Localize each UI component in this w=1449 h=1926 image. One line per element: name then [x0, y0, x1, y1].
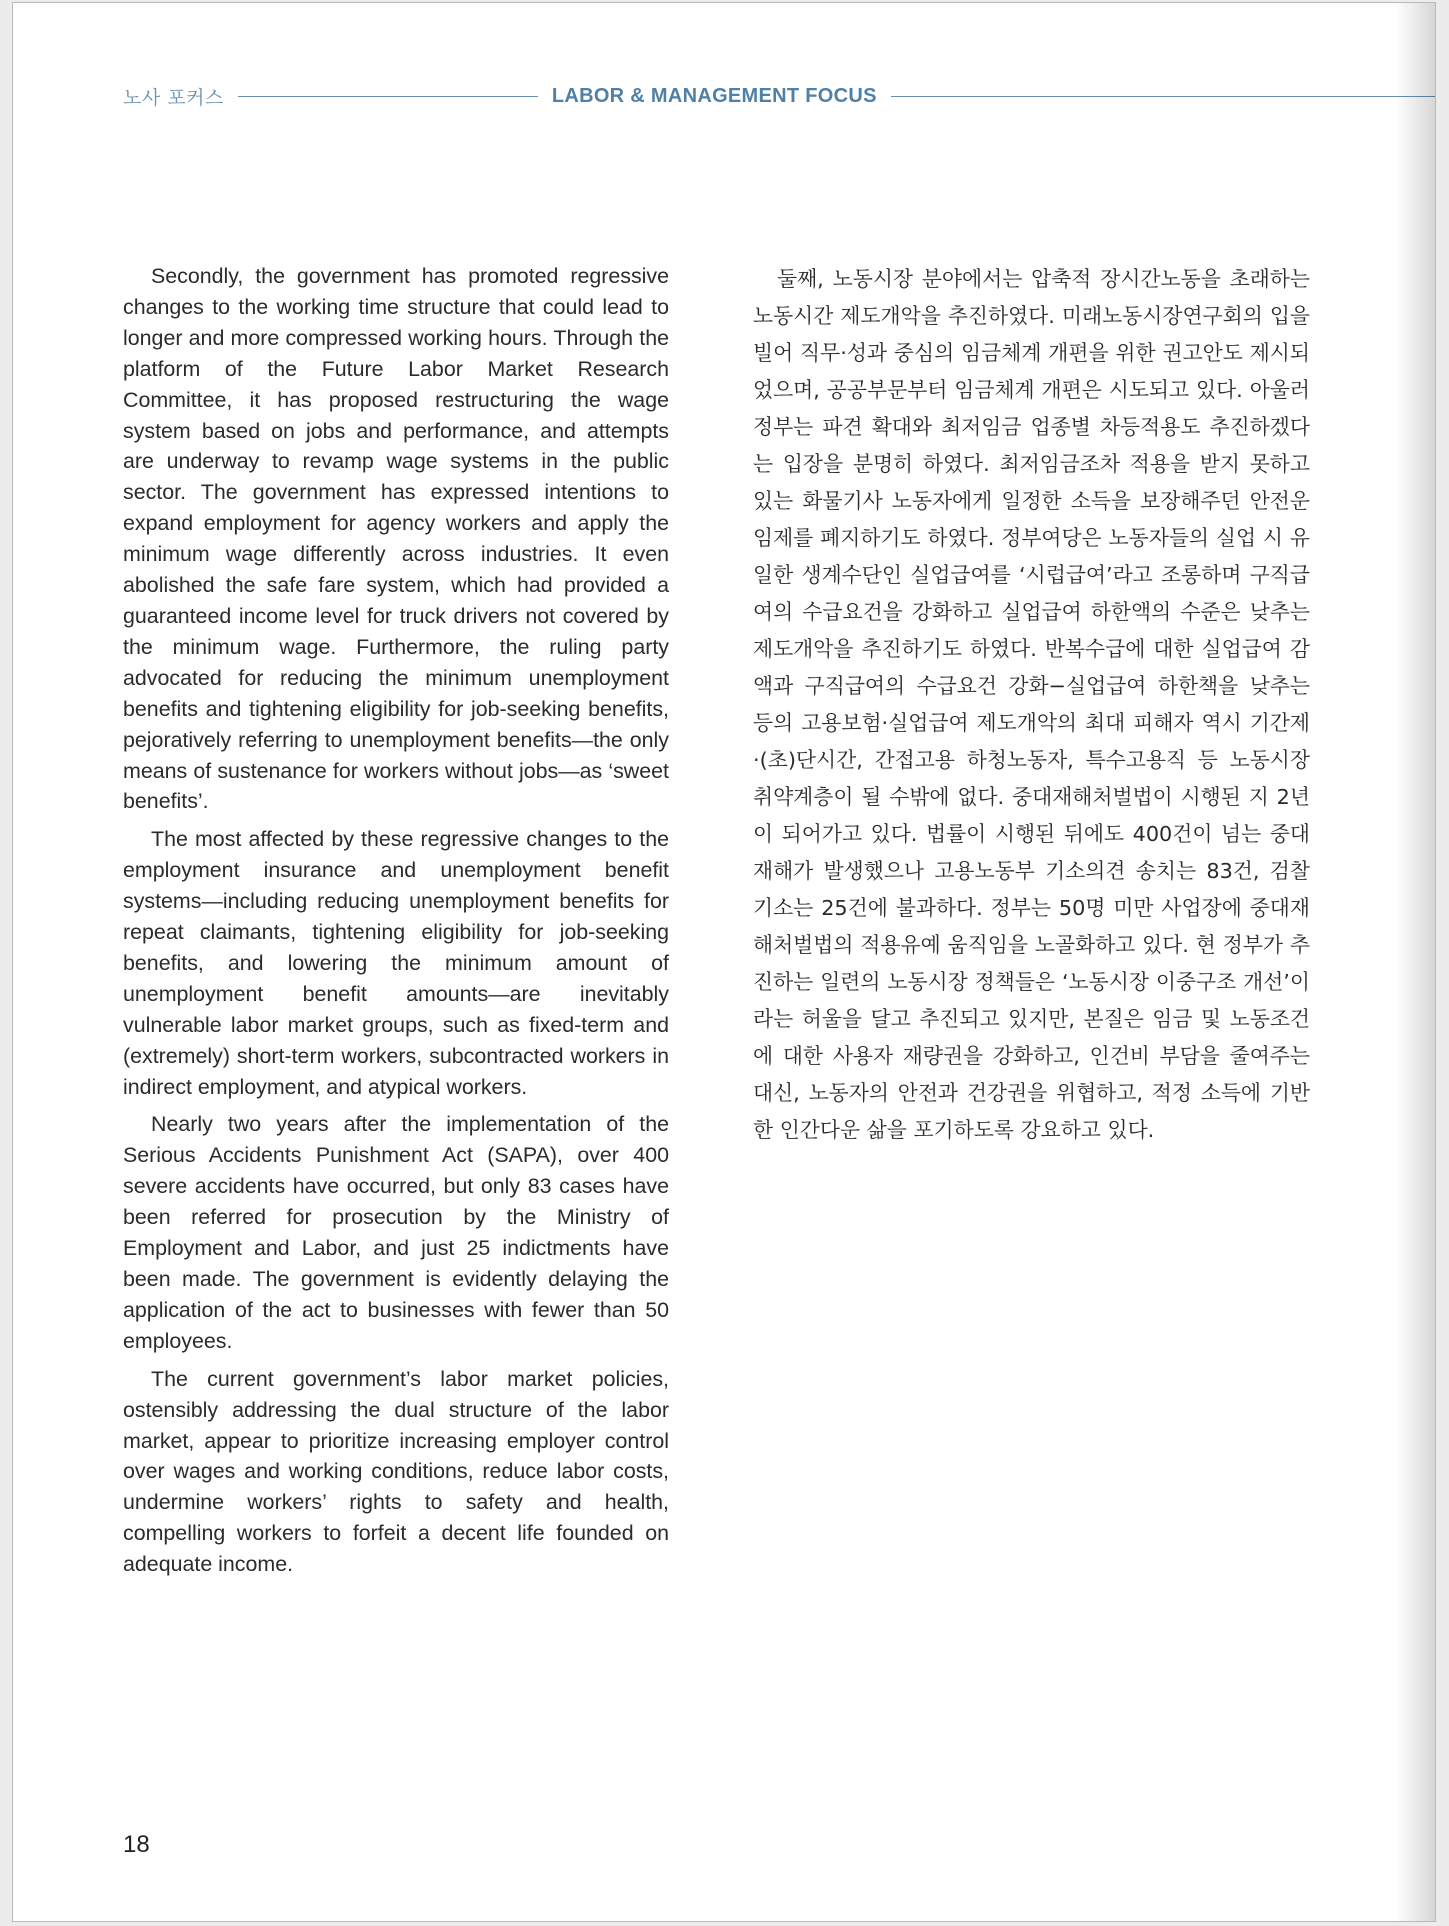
- english-paragraph-4: The current government’s labor market policies, ostensibly addressing the dual structure of the labor market, appear to prioritize increasing employer control over wages and working conditions, reduce labor costs, undermine workers’ rights to safety and health, compelling workers to forfeit a decent life founded on adequate income.: [123, 1366, 669, 1577]
- english-column: [123, 261, 669, 1587]
- english-paragraph-2: The most affected by these regressive changes to the employment insurance and unemployment benefit systems—including reducing unemployment benefits for repeat claimants, tightening eligibility for job-seeking benefits, and lowering the minimum amount of unemployment benefit amounts—are inevitably vulnerable labor market groups, such as fixed-term and (extremely) short-term workers, subcontracted workers in indirect employment, and atypical workers.: [123, 827, 669, 1099]
- document-page: [12, 2, 1436, 1922]
- korean-column: [753, 261, 1310, 1149]
- section-title-korean: 노사 포커스: [123, 86, 224, 109]
- running-header: [123, 81, 1435, 111]
- header-rule-right: [891, 96, 1435, 97]
- korean-paragraph-1: 둘째, 노동시장 분야에서는 압축적 장시간노동을 초래하는 노동시간 제도개악을 추진하였다. 미래노동시장연구회의 입을 빌어 직무·성과 중심의 임금체계 개편을 위한 권고안도 제시되었으며, 공공부문부터 임금체계 개편은 시도되고 있다. 아울러 정부는 파견 확대와 최저임금 업종별 차등적용도 추진하겠다는 입장을 분명히 하였다. 최저임금조차 적용을 받지 못하고 있는 화물기사 노동자에게 일정한 소득을 보장해주던 안전운임제를 폐지하기도 하였다. 정부여당은 노동자들의 실업 시 유일한 생계수단인 실업급여를 ‘시럽급여’라고 조롱하며 구직급여의 수급요건을 강화하고 실업급여 하한액의 수준은 낮추는 제도개악을 추진하기도 하였다. 반복수급에 대한 실업급여 감액과 구직급여의 수급요건 강화−실업급여 하한책을 낮추는 등의 고용보험·실업급여 제도개악의 최대 피해자 역시 기간제·(초)단시간, 간접고용 하청노동자, 특수고용직 등 노동시장 취약계층이 될 수밖에 없다. 중대재해처벌법이 시행된 지 2년이 되어가고 있다. 법률이 시행된 뒤에도 400건이 넘는 중대재해가 발생했으나 고용노동부 기소의견 송치는 83건, 검찰 기소는 25건에 불과하다. 정부는 50명 미만 사업장에 중대재해처벌법의 적용유예 움직임을 노골화하고 있다. 현 정부가 추진하는 일련의 노동시장 정책들은 ‘노동시장 이중구조 개선’이라는 허울을 달고 추진되고 있지만, 본질은 임금 및 노동조건에 대한 사용자 재량권을 강화하고, 인건비 부담을 줄여주는 대신, 노동자의 안전과 건강권을 위협하고, 적정 소득에 기반한 인간다운 삶을 포기하도록 강요하고 있다.: [753, 267, 1310, 1142]
- section-title-english: LABOR & MANAGEMENT FOCUS: [551, 84, 877, 107]
- english-paragraph-3: Nearly two years after the implementation of the Serious Accidents Punishment Act (SAPA), over 400 severe accidents have occurred, but only 83 cases have been referred for prosecution by the Ministry of Employment and Labor, and just 25 indictments have been made. The government is evidently delaying the application of the act to businesses with fewer than 50 employees.: [123, 1112, 669, 1353]
- english-paragraph-1: Secondly, the government has promoted regressive changes to the working time structure that could lead to longer and more compressed working hours. Through the platform of the Future Labor Market Research Committee, it has proposed restructuring the wage system based on jobs and performance, and attempts are underway to revamp wage systems in the public sector. The government has expressed intentions to expand employment for agency workers and apply the minimum wage differently across industries. It even abolished the safe fare system, which had provided a guaranteed income level for truck drivers not covered by the minimum wage. Furthermore, the ruling party advocated for reducing the minimum unemployment benefits and tightening eligibility for job-seeking benefits, pejoratively referring to unemployment benefits—the only means of sustenance for workers without jobs—as ‘sweet benefits’.: [123, 264, 669, 814]
- page-number: 18: [123, 1831, 150, 1858]
- header-rule-left: [238, 96, 538, 97]
